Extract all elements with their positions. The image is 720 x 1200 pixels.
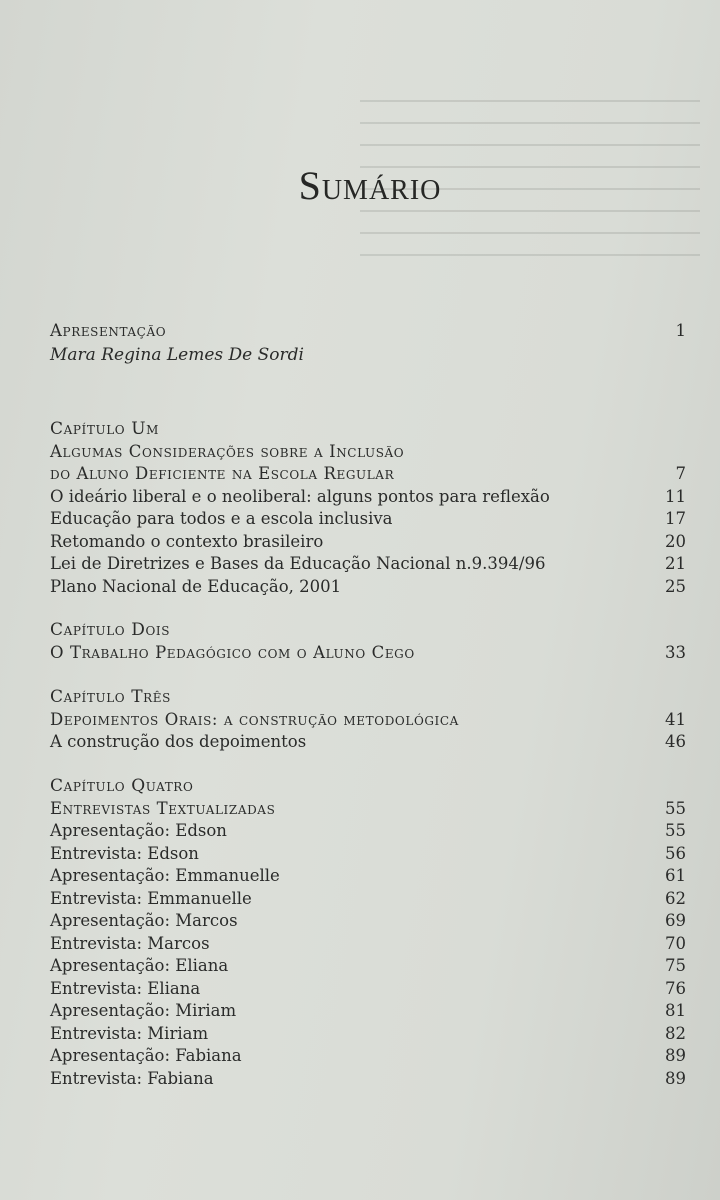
page-number: 81 <box>665 1001 686 1020</box>
page-number: 82 <box>665 1023 686 1043</box>
page-number: 69 <box>665 911 686 930</box>
entry-label: Algumas Considerações sobre a Inclusão <box>50 441 405 461</box>
page-number: 1 <box>675 321 686 340</box>
chapter-title-line <box>50 441 690 464</box>
chapter-title-line <box>50 798 690 821</box>
entry-label: Entrevista: Eliana <box>50 978 201 998</box>
chapter-heading: Capítulo Três <box>50 686 171 707</box>
entry-label: Entrevista: Marcos <box>50 933 210 953</box>
entry-label: O Trabalho Pedagógico com o Aluno Cego <box>50 643 415 662</box>
chapter-title-line <box>50 463 690 486</box>
entry-label: Entrevistas Textualizadas <box>50 798 276 818</box>
entry-label: Educação para todos e a escola inclusiva <box>50 509 393 528</box>
toc-entry <box>50 1023 690 1046</box>
page-number: 17 <box>665 509 686 528</box>
entry-label: Retomando o contexto brasileiro <box>50 531 324 551</box>
entry-label: Apresentação: Emmanuelle <box>50 866 280 885</box>
entry-label: A construção dos depoimentos <box>50 732 307 751</box>
toc-entry <box>50 1000 690 1023</box>
page-number: 11 <box>665 486 686 506</box>
chapter-title-line <box>50 709 690 732</box>
page-number: 21 <box>665 554 686 573</box>
entry-label: Apresentação: Edson <box>50 821 227 840</box>
table-of-contents <box>50 320 690 1090</box>
entry-label: Apresentação: Eliana <box>50 956 229 975</box>
toc-entry <box>50 910 690 933</box>
toc-entry <box>50 865 690 888</box>
toc-entry <box>50 1068 690 1091</box>
toc-entry <box>50 576 690 599</box>
toc-entry <box>50 820 690 843</box>
page-number: 25 <box>665 576 686 596</box>
page-number: 61 <box>665 866 686 885</box>
page-number: 70 <box>665 933 686 953</box>
page-number: 46 <box>665 732 686 751</box>
page-number: 41 <box>665 709 686 729</box>
page-number: 75 <box>665 956 686 975</box>
toc-entry <box>50 888 690 911</box>
entry-label: Apresentação <box>50 321 167 340</box>
entry-label: Apresentação: Marcos <box>50 911 238 930</box>
toc-entry <box>50 531 690 554</box>
chapter-heading: Capítulo Um <box>50 418 160 439</box>
page-title: Sumário <box>298 163 442 208</box>
chapter-heading: Capítulo Dois <box>50 620 171 640</box>
intro-author: Mara Regina Lemes De Sordi <box>50 344 304 365</box>
entry-label: O ideário liberal e o neoliberal: alguns pontos para reflexão <box>50 486 550 506</box>
entry-label: Entrevista: Emmanuelle <box>50 888 252 908</box>
page-number: 55 <box>665 798 686 818</box>
page-number: 7 <box>675 464 686 483</box>
toc-entry <box>50 1045 690 1068</box>
entry-label: do Aluno Deficiente na Escola Regular <box>50 464 395 483</box>
entry-label: Lei de Diretrizes e Bases da Educação Nacional n.9.394/96 <box>50 554 546 573</box>
toc-entry <box>50 486 690 509</box>
page-number: 89 <box>665 1046 686 1065</box>
page-number: 56 <box>665 843 686 863</box>
toc-entry <box>50 508 690 531</box>
toc-entry-intro <box>50 320 690 343</box>
toc-entry <box>50 553 690 576</box>
entry-label: Entrevista: Edson <box>50 843 199 863</box>
toc-entry <box>50 843 690 866</box>
toc-entry <box>50 955 690 978</box>
page-number: 20 <box>665 531 686 551</box>
page-number: 89 <box>665 1068 686 1088</box>
page-number: 76 <box>665 978 686 998</box>
entry-label: Plano Nacional de Educação, 2001 <box>50 576 342 596</box>
page-number: 62 <box>665 888 686 908</box>
entry-label: Entrevista: Fabiana <box>50 1068 214 1088</box>
toc-entry <box>50 933 690 956</box>
chapter-heading: Capítulo Quatro <box>50 775 194 796</box>
toc-entry <box>50 731 690 754</box>
entry-label: Depoimentos Orais: a construção metodológica <box>50 709 459 729</box>
page-number: 55 <box>665 821 686 840</box>
entry-label: Apresentação: Miriam <box>50 1001 237 1020</box>
entry-label: Apresentação: Fabiana <box>50 1046 242 1065</box>
chapter-title-line <box>50 642 690 665</box>
page-number: 33 <box>665 643 686 662</box>
entry-label: Entrevista: Miriam <box>50 1023 209 1043</box>
toc-entry <box>50 978 690 1001</box>
